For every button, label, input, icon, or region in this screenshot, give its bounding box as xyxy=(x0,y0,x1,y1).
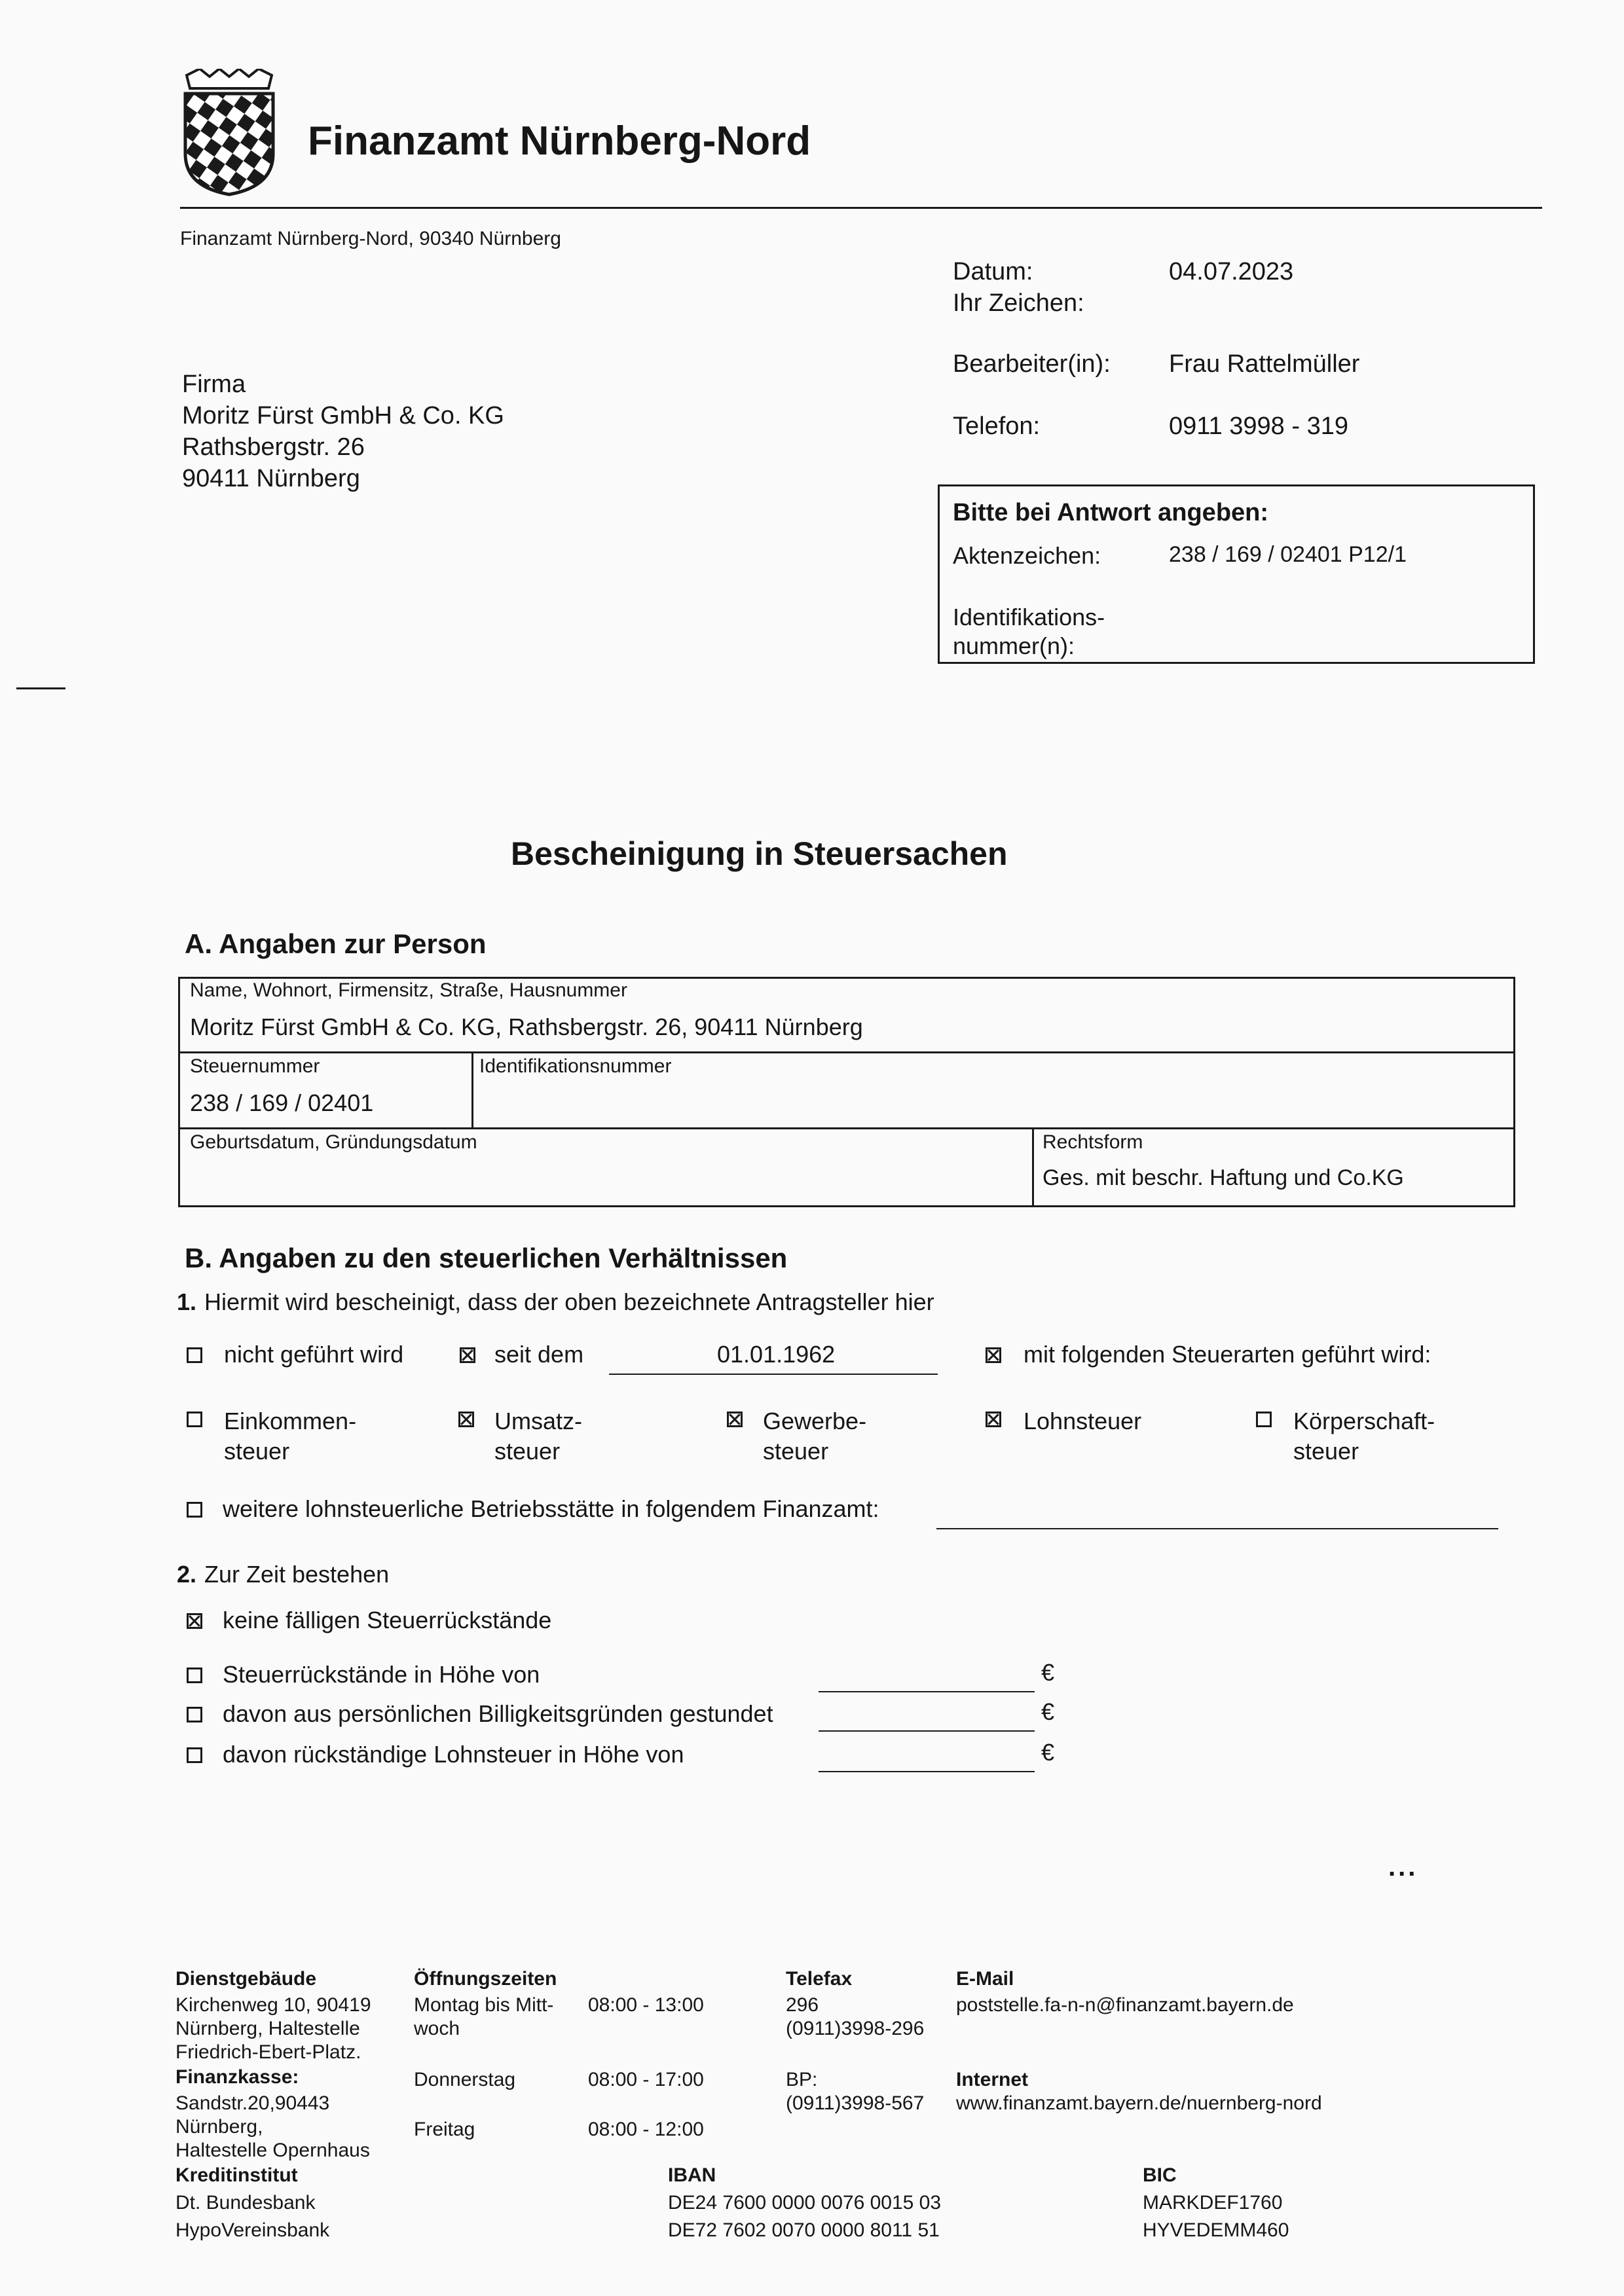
umsatzsteuer-label-1: Umsatz- xyxy=(494,1408,582,1434)
idnr-label: Identifikationsnummer xyxy=(479,1055,672,1077)
section-a-heading: A. Angaben zur Person xyxy=(185,928,487,959)
name-label: Name, Wohnort, Firmensitz, Straße, Hausnummer xyxy=(190,979,627,1001)
footer-kasse-1: Sandstr.20,90443 xyxy=(175,2092,330,2114)
footer-fax-2: (0911)3998-296 xyxy=(786,2018,925,2039)
reference-box-title: Bitte bei Antwort angeben: xyxy=(953,499,1269,526)
footer-bic-2: HYVEDEMM460 xyxy=(1143,2219,1289,2241)
koerperschaftsteuer-checkbox[interactable] xyxy=(1256,1412,1272,1427)
weitere-betriebsstaette-label: weitere lohnsteuerliche Betriebsstätte in folgendem Finanzamt: xyxy=(223,1495,879,1522)
koerperschaftsteuer-label-1: Körperschaft- xyxy=(1293,1408,1435,1434)
gewerbesteuer-label-1: Gewerbe- xyxy=(763,1408,867,1434)
footer-internet-link[interactable]: www.finanzamt.bayern.de/nuernberg-nord xyxy=(956,2092,1322,2114)
footer-dienst-2: Nürnberg, Haltestelle xyxy=(175,2018,360,2039)
fold-mark xyxy=(16,687,65,689)
steuernummer-value: 238 / 169 / 02401 xyxy=(190,1089,374,1116)
steuernummer-label: Steuernummer xyxy=(190,1055,320,1077)
einkommensteuer-label-2: steuer xyxy=(224,1438,290,1465)
item1-text: Hiermit wird bescheinigt, dass der oben bezeichnete Antragsteller hier xyxy=(204,1288,934,1315)
footer-kasse-3: Haltestelle Opernhaus xyxy=(175,2140,370,2161)
gewerbesteuer-label-2: steuer xyxy=(763,1438,829,1465)
steuerrueckstaende-label: Steuerrückstände in Höhe von xyxy=(223,1661,540,1688)
weitere-betriebsstaette-checkbox[interactable] xyxy=(187,1502,202,1518)
datum-value: 04.07.2023 xyxy=(1169,258,1294,285)
footer-iban-2: DE72 7602 0070 0000 8011 51 xyxy=(668,2219,940,2241)
footer-internet-head: Internet xyxy=(956,2069,1029,2090)
footer-dienst-3: Friedrich-Ebert-Platz. xyxy=(175,2041,361,2063)
gestundet-label: davon aus persönlichen Billigkeitsgründen gestundet xyxy=(223,1700,773,1727)
footer-bic-1: MARKDEF1760 xyxy=(1143,2192,1283,2214)
item2-text: Zur Zeit bestehen xyxy=(204,1561,390,1588)
footer-bic-head: BIC xyxy=(1143,2164,1177,2186)
footer-oeff-day1a: Montag bis Mitt- xyxy=(414,1994,554,2016)
nicht-gefuehrt-checkbox[interactable] xyxy=(187,1347,202,1363)
footer-kredit-head: Kreditinstitut xyxy=(175,2164,298,2186)
aktenzeichen-value: 238 / 169 / 02401 P12/1 xyxy=(1169,542,1407,567)
recipient-line-2: Moritz Fürst GmbH & Co. KG xyxy=(182,402,504,429)
lohnsteuer-rueckstand-label: davon rückständige Lohnsteuer in Höhe von xyxy=(223,1741,684,1768)
footer-kredit-2: HypoVereinsbank xyxy=(175,2219,330,2241)
seit-dem-underline xyxy=(609,1374,938,1375)
lohnsteuer-rueckstand-amount-line xyxy=(819,1771,1035,1772)
steuerarten-checkbox[interactable] xyxy=(986,1347,1001,1363)
seit-dem-checkbox[interactable] xyxy=(460,1347,475,1363)
continuation-marker: ... xyxy=(1388,1853,1418,1882)
einkommensteuer-label-1: Einkommen- xyxy=(224,1408,357,1434)
steuerrueckstaende-currency: € xyxy=(1041,1659,1055,1686)
koerperschaftsteuer-label-2: steuer xyxy=(1293,1438,1359,1465)
header-rule xyxy=(180,207,1542,209)
name-value: Moritz Fürst GmbH & Co. KG, Rathsbergstr. 26, 90411 Nürnberg xyxy=(190,1013,863,1040)
seit-dem-date: 01.01.1962 xyxy=(717,1341,836,1368)
footer-oeff-day2: Donnerstag xyxy=(414,2069,516,2090)
recipient-line-4: 90411 Nürnberg xyxy=(182,465,360,492)
gewerbesteuer-checkbox[interactable] xyxy=(727,1412,743,1427)
steuerrueckstaende-checkbox[interactable] xyxy=(187,1667,202,1683)
footer-oeff-time3: 08:00 - 12:00 xyxy=(588,2119,704,2140)
telefon-value: 0911 3998 - 319 xyxy=(1169,412,1348,440)
footer-bp-value: (0911)3998-567 xyxy=(786,2092,925,2114)
bearbeiter-value: Frau Rattelmüller xyxy=(1169,350,1360,378)
umsatzsteuer-checkbox[interactable] xyxy=(458,1412,474,1427)
rechtsform-value: Ges. mit beschr. Haftung und Co.KG xyxy=(1043,1165,1404,1190)
aktenzeichen-label: Aktenzeichen: xyxy=(953,542,1101,569)
gestundet-amount-line xyxy=(819,1730,1035,1732)
recipient-line-3: Rathsbergstr. 26 xyxy=(182,433,365,461)
footer-oeff-time1: 08:00 - 13:00 xyxy=(588,1994,704,2016)
footer-iban-1: DE24 7600 0000 0076 0015 03 xyxy=(668,2192,942,2214)
datum-label: Datum: xyxy=(953,258,1033,285)
lohnsteuer-rueckstand-currency: € xyxy=(1041,1739,1055,1766)
footer-kredit-1: Dt. Bundesbank xyxy=(175,2192,316,2214)
item1-number: 1. xyxy=(177,1288,197,1315)
ident-label-2: nummer(n): xyxy=(953,632,1075,659)
footer-oeff-time2: 08:00 - 17:00 xyxy=(588,2069,704,2090)
document-title: Bescheinigung in Steuersachen xyxy=(511,835,1008,872)
gestundet-checkbox[interactable] xyxy=(187,1707,202,1722)
return-address: Finanzamt Nürnberg-Nord, 90340 Nürnberg xyxy=(180,228,561,249)
recipient-line-1: Firma xyxy=(182,371,246,398)
keine-rueckstaende-checkbox[interactable] xyxy=(187,1613,202,1629)
steuerarten-label: mit folgenden Steuerarten geführt wird: xyxy=(1024,1341,1431,1368)
footer-oeff-day3: Freitag xyxy=(414,2119,475,2140)
item2-number: 2. xyxy=(177,1561,197,1588)
einkommensteuer-checkbox[interactable] xyxy=(187,1412,202,1427)
geburtsdatum-label: Geburtsdatum, Gründungsdatum xyxy=(190,1131,477,1153)
footer-oeff-day1b: woch xyxy=(414,2018,460,2039)
weitere-betriebsstaette-underline xyxy=(936,1528,1498,1529)
rechtsform-label: Rechtsform xyxy=(1043,1131,1143,1153)
footer-fax-1: 296 xyxy=(786,1994,819,2016)
lohnsteuer-checkbox[interactable] xyxy=(986,1412,1001,1427)
footer-email-link[interactable]: poststelle.fa-n-n@finanzamt.bayern.de xyxy=(956,1994,1294,2016)
footer-dienst-1: Kirchenweg 10, 90419 xyxy=(175,1994,371,2016)
footer-email-head: E-Mail xyxy=(956,1968,1014,1990)
umsatzsteuer-label-2: steuer xyxy=(494,1438,561,1465)
seit-dem-label: seit dem xyxy=(494,1341,584,1368)
lohnsteuer-label: Lohnsteuer xyxy=(1024,1408,1142,1434)
section-b-heading: B. Angaben zu den steuerlichen Verhältnissen xyxy=(185,1243,788,1273)
ihr-zeichen-label: Ihr Zeichen: xyxy=(953,289,1084,317)
footer-kasse-2: Nürnberg, xyxy=(175,2116,263,2138)
bavarian-coat-of-arms-icon xyxy=(180,69,278,196)
steuerrueckstaende-amount-line xyxy=(819,1691,1035,1692)
footer-dienst-head: Dienstgebäude xyxy=(175,1968,317,1990)
ident-label-1: Identifikations- xyxy=(953,604,1105,630)
nicht-gefuehrt-label: nicht geführt wird xyxy=(224,1341,404,1368)
footer-kasse-head: Finanzkasse: xyxy=(175,2066,299,2088)
lohnsteuer-rueckstand-checkbox[interactable] xyxy=(187,1747,202,1763)
keine-rueckstaende-label: keine fälligen Steuerrückstände xyxy=(223,1607,552,1633)
footer-bp-label: BP: xyxy=(786,2069,818,2090)
authority-title: Finanzamt Nürnberg-Nord xyxy=(308,118,811,164)
footer-fax-head: Telefax xyxy=(786,1968,853,1990)
footer-iban-head: IBAN xyxy=(668,2164,716,2186)
footer-oeff-head: Öffnungszeiten xyxy=(414,1968,557,1990)
gestundet-currency: € xyxy=(1041,1698,1055,1725)
bearbeiter-label: Bearbeiter(in): xyxy=(953,350,1111,378)
telefon-label: Telefon: xyxy=(953,412,1041,440)
